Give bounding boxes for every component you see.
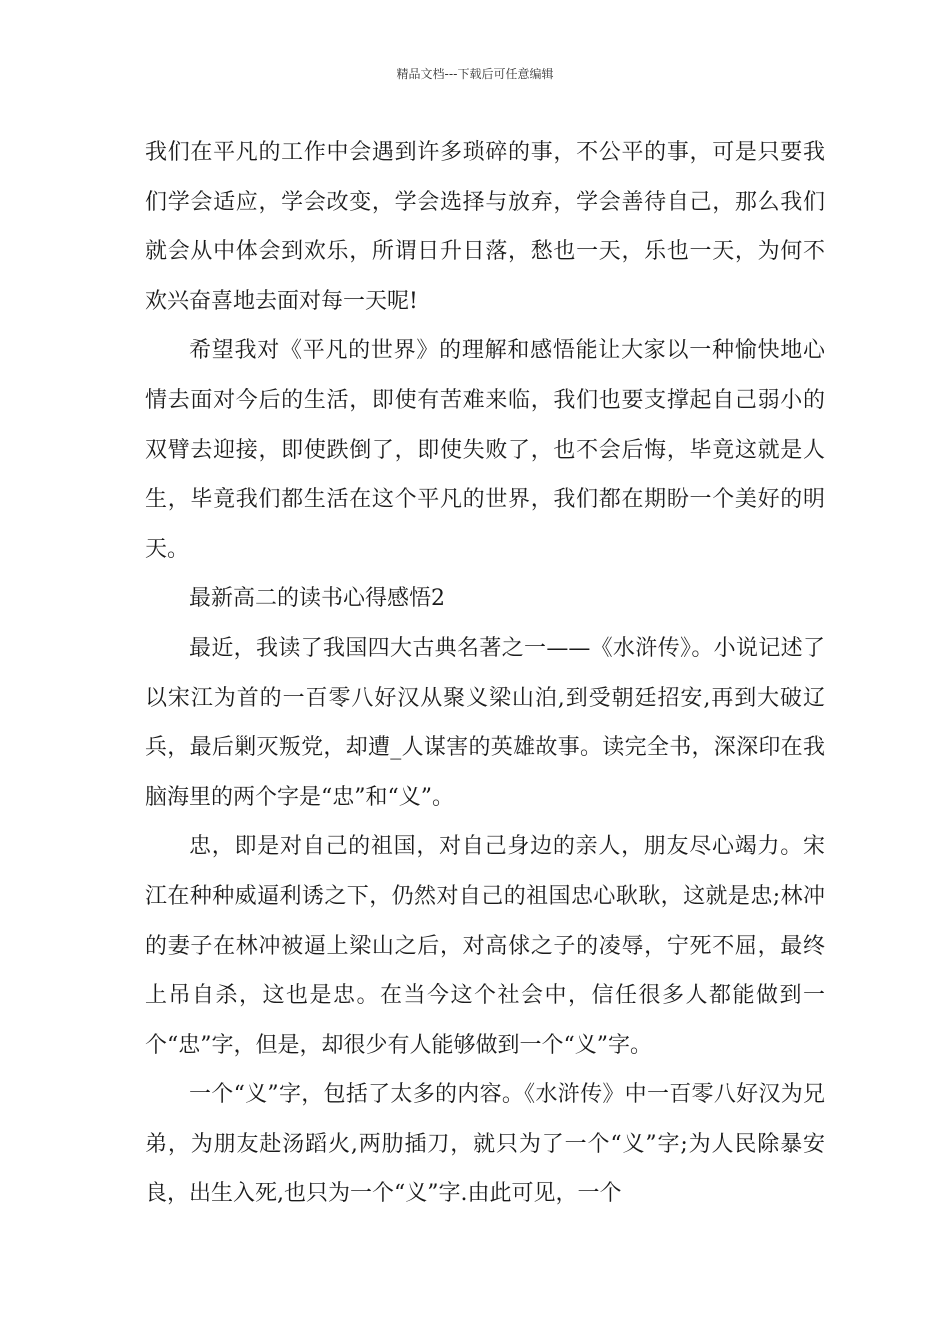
paragraph-4: 忠，即是对自己的祖国，对自己身边的亲人，朋友尽心竭力。宋江在种种威逼利诱之下，仍然对自己的祖国忠心耿耿，这就是忠;林冲的妻子在林冲被逼上梁山之后，对高俅之子的凌辱，宁死不屈，最终上吊自杀，这也是忠。在当今这个社会中，信任很多人都能做到一个“忠”字，但是，却很少有人能够做到一个“义”字。 xyxy=(145,834,825,1058)
section-title: 最新高二的读书心得感悟2 xyxy=(189,586,445,612)
paragraph-3: 最近，我读了我国四大古典名著之一——《水浒传》。小说记述了以宋江为首的一百零八好汉从聚义梁山泊,到受朝廷招安,再到大破辽兵，最后剿灭叛党，却遭_人谋害的英雄故事。读完全书，深深印在我脑海里的两个字是“忠”和“义”。 xyxy=(145,635,825,810)
page-header: 精品文档---下载后可任意编辑 xyxy=(396,67,554,81)
paragraph-2: 希望我对《平凡的世界》的理解和感悟能让大家以一种愉快地心情去面对今后的生活，即使有苦难来临，我们也要支撑起自己弱小的双臂去迎接，即使跌倒了，即使失败了，也不会后悔，毕竟这就是人生，毕竟我们都生活在这个平凡的世界，我们都在期盼一个美好的明天。 xyxy=(145,338,825,562)
paragraph-1: 我们在平凡的工作中会遇到许多琐碎的事，不公平的事，可是只要我们学会适应，学会改变，学会选择与放弃，学会善待自己，那么我们就会从中体会到欢乐，所谓日升日落，愁也一天，乐也一天，为何不欢兴奋喜地去面对每一天呢! xyxy=(145,140,825,314)
document-body xyxy=(145,128,825,1219)
paragraph-5: 一个“义”字，包括了太多的内容。《水浒传》中一百零八好汉为兄弟，为朋友赴汤蹈火,两肋插刀，就只为了一个“义”字;为人民除暴安良，出生入死,也只为一个“义”字.由此可见，一个 xyxy=(145,1082,825,1207)
